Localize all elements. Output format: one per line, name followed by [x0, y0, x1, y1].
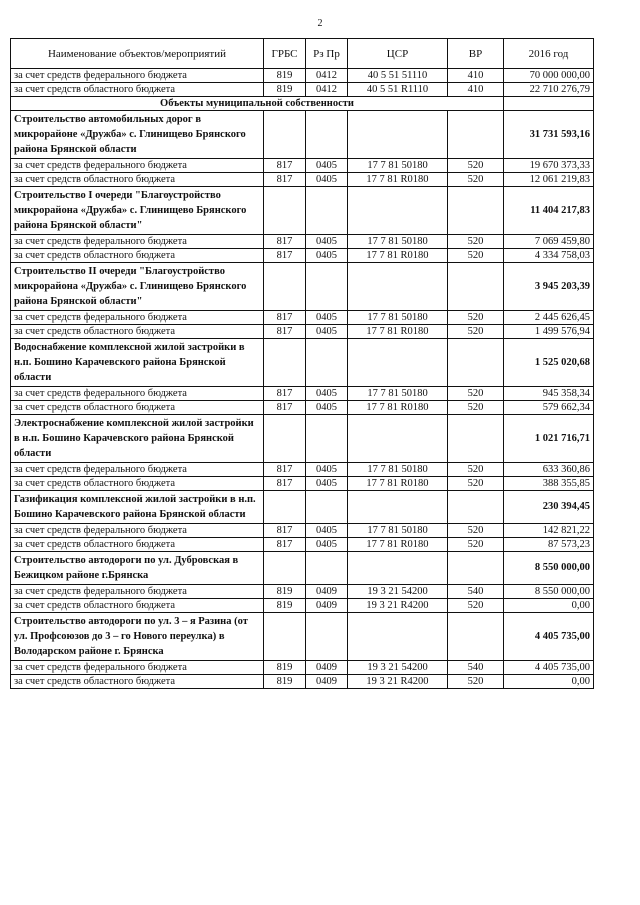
- grbs-code: 817: [264, 477, 306, 491]
- object-row: [11, 111, 594, 159]
- empty-cell: [348, 263, 448, 311]
- empty-cell: [348, 111, 448, 159]
- amount-2016: 7 069 459,80: [504, 235, 594, 249]
- section-title: Объекты муниципальной собственности: [11, 97, 504, 111]
- vr-code: 540: [448, 661, 504, 675]
- object-total: 4 405 735,00: [504, 613, 594, 661]
- funding-source: за счет средств федерального бюджета: [11, 311, 264, 325]
- empty-cell: [306, 263, 348, 311]
- empty-cell: [348, 415, 448, 463]
- page-number: 2: [317, 18, 323, 29]
- vr-code: 520: [448, 675, 504, 689]
- csr-code: 19 3 21 54200: [348, 661, 448, 675]
- grbs-code: 819: [264, 69, 306, 83]
- table-row: [11, 585, 594, 599]
- amount-2016: 2 445 626,45: [504, 311, 594, 325]
- object-title: Строительство II очереди "Благоустройство микрорайона «Дружба» с. Глинищево Брянского района Брянской области": [11, 263, 264, 311]
- amount-2016: 4 334 758,03: [504, 249, 594, 263]
- vr-code: 540: [448, 585, 504, 599]
- grbs-code: 819: [264, 83, 306, 97]
- amount-2016: 579 662,34: [504, 401, 594, 415]
- table-row: [11, 463, 594, 477]
- funding-source: за счет средств областного бюджета: [11, 599, 264, 613]
- vr-code: 520: [448, 387, 504, 401]
- grbs-code: 819: [264, 585, 306, 599]
- empty-cell: [264, 552, 306, 585]
- amount-2016: 142 821,22: [504, 524, 594, 538]
- table-row: [11, 661, 594, 675]
- empty-cell: [306, 552, 348, 585]
- budget-table: [10, 38, 594, 689]
- header-row: [11, 39, 594, 69]
- empty-cell: [306, 415, 348, 463]
- grbs-code: 817: [264, 538, 306, 552]
- grbs-code: 817: [264, 387, 306, 401]
- rz-pr-code: 0412: [306, 69, 348, 83]
- rz-pr-code: 0409: [306, 599, 348, 613]
- amount-2016: 70 000 000,00: [504, 69, 594, 83]
- csr-code: 40 5 51 R1110: [348, 83, 448, 97]
- object-title: Строительство I очереди "Благоустройство микрорайона «Дружба» с. Глинищево Брянского района Брянской области": [11, 187, 264, 235]
- vr-code: 520: [448, 159, 504, 173]
- csr-code: 19 3 21 54200: [348, 585, 448, 599]
- header-csr: ЦСР: [348, 39, 448, 69]
- table-row: [11, 235, 594, 249]
- empty-cell: [448, 111, 504, 159]
- csr-code: 19 3 21 R4200: [348, 599, 448, 613]
- object-total: 31 731 593,16: [504, 111, 594, 159]
- grbs-code: 817: [264, 463, 306, 477]
- funding-source: за счет средств областного бюджета: [11, 401, 264, 415]
- amount-2016: 0,00: [504, 599, 594, 613]
- empty-cell: [264, 263, 306, 311]
- empty-cell: [448, 339, 504, 387]
- amount-2016: 633 360,86: [504, 463, 594, 477]
- empty-cell: [264, 491, 306, 524]
- amount-2016: 19 670 373,33: [504, 159, 594, 173]
- object-row: [11, 491, 594, 524]
- grbs-code: 819: [264, 599, 306, 613]
- section-empty-cell: [504, 97, 594, 111]
- rz-pr-code: 0405: [306, 477, 348, 491]
- empty-cell: [348, 552, 448, 585]
- section-row: [11, 97, 594, 111]
- funding-source: за счет средств областного бюджета: [11, 538, 264, 552]
- empty-cell: [448, 415, 504, 463]
- object-title: Строительство автодороги по ул. Дубровская в Бежицком районе г.Брянска: [11, 552, 264, 585]
- amount-2016: 8 550 000,00: [504, 585, 594, 599]
- table-row: [11, 249, 594, 263]
- csr-code: 17 7 81 50180: [348, 524, 448, 538]
- funding-source: за счет средств федерального бюджета: [11, 69, 264, 83]
- funding-source: за счет средств областного бюджета: [11, 675, 264, 689]
- amount-2016: 87 573,23: [504, 538, 594, 552]
- csr-code: 40 5 51 51110: [348, 69, 448, 83]
- table-row: [11, 538, 594, 552]
- object-title: Газификация комплексной жилой застройки в н.п. Бошино Карачевского района Брянской области: [11, 491, 264, 524]
- grbs-code: 819: [264, 661, 306, 675]
- object-row: [11, 339, 594, 387]
- grbs-code: 817: [264, 235, 306, 249]
- rz-pr-code: 0405: [306, 387, 348, 401]
- amount-2016: 22 710 276,79: [504, 83, 594, 97]
- object-title: Водоснабжение комплексной жилой застройки в н.п. Бошино Карачевского района Брянской области: [11, 339, 264, 387]
- object-total: 1 021 716,71: [504, 415, 594, 463]
- funding-source: за счет средств областного бюджета: [11, 477, 264, 491]
- grbs-code: 817: [264, 401, 306, 415]
- table-row: [11, 477, 594, 491]
- table-row: [11, 325, 594, 339]
- empty-cell: [348, 339, 448, 387]
- csr-code: 17 7 81 50180: [348, 235, 448, 249]
- object-title: Электроснабжение комплексной жилой застройки в н.п. Бошино Карачевского района Брянской области: [11, 415, 264, 463]
- vr-code: 520: [448, 599, 504, 613]
- rz-pr-code: 0409: [306, 675, 348, 689]
- rz-pr-code: 0405: [306, 173, 348, 187]
- object-row: [11, 552, 594, 585]
- funding-source: за счет средств областного бюджета: [11, 325, 264, 339]
- table-row: [11, 599, 594, 613]
- rz-pr-code: 0405: [306, 311, 348, 325]
- empty-cell: [264, 339, 306, 387]
- object-title: Строительство автомобильных дорог в микрорайоне «Дружба» с. Глинищево Брянского района Брянской области: [11, 111, 264, 159]
- rz-pr-code: 0405: [306, 538, 348, 552]
- funding-source: за счет средств федерального бюджета: [11, 235, 264, 249]
- vr-code: 520: [448, 325, 504, 339]
- header-vr: ВР: [448, 39, 504, 69]
- table-row: [11, 311, 594, 325]
- empty-cell: [348, 491, 448, 524]
- table-body: [11, 69, 594, 689]
- csr-code: 17 7 81 R0180: [348, 538, 448, 552]
- object-total: 3 945 203,39: [504, 263, 594, 311]
- table-row: [11, 69, 594, 83]
- funding-source: за счет средств федерального бюджета: [11, 463, 264, 477]
- amount-2016: 1 499 576,94: [504, 325, 594, 339]
- vr-code: 520: [448, 249, 504, 263]
- table-row: [11, 524, 594, 538]
- funding-source: за счет средств федерального бюджета: [11, 387, 264, 401]
- funding-source: за счет средств федерального бюджета: [11, 661, 264, 675]
- grbs-code: 817: [264, 249, 306, 263]
- csr-code: 17 7 81 50180: [348, 311, 448, 325]
- rz-pr-code: 0405: [306, 159, 348, 173]
- grbs-code: 817: [264, 159, 306, 173]
- header-year: 2016 год: [504, 39, 594, 69]
- table-row: [11, 401, 594, 415]
- csr-code: 17 7 81 R0180: [348, 173, 448, 187]
- empty-cell: [306, 339, 348, 387]
- csr-code: 17 7 81 50180: [348, 387, 448, 401]
- amount-2016: 12 061 219,83: [504, 173, 594, 187]
- funding-source: за счет средств областного бюджета: [11, 249, 264, 263]
- table-row: [11, 675, 594, 689]
- empty-cell: [306, 187, 348, 235]
- amount-2016: 388 355,85: [504, 477, 594, 491]
- object-total: 11 404 217,83: [504, 187, 594, 235]
- vr-code: 520: [448, 401, 504, 415]
- vr-code: 520: [448, 235, 504, 249]
- vr-code: 520: [448, 477, 504, 491]
- rz-pr-code: 0405: [306, 325, 348, 339]
- csr-code: 17 7 81 R0180: [348, 249, 448, 263]
- rz-pr-code: 0405: [306, 401, 348, 415]
- object-row: [11, 263, 594, 311]
- vr-code: 520: [448, 311, 504, 325]
- amount-2016: 4 405 735,00: [504, 661, 594, 675]
- table-row: [11, 159, 594, 173]
- csr-code: 17 7 81 50180: [348, 159, 448, 173]
- empty-cell: [306, 111, 348, 159]
- grbs-code: 817: [264, 311, 306, 325]
- rz-pr-code: 0405: [306, 463, 348, 477]
- object-row: [11, 613, 594, 661]
- header-rz-pr: Рз Пр: [306, 39, 348, 69]
- rz-pr-code: 0405: [306, 249, 348, 263]
- csr-code: 17 7 81 50180: [348, 463, 448, 477]
- table-row: [11, 173, 594, 187]
- empty-cell: [306, 491, 348, 524]
- rz-pr-code: 0409: [306, 661, 348, 675]
- header-grbs: ГРБС: [264, 39, 306, 69]
- empty-cell: [348, 613, 448, 661]
- funding-source: за счет средств федерального бюджета: [11, 524, 264, 538]
- rz-pr-code: 0405: [306, 524, 348, 538]
- csr-code: 17 7 81 R0180: [348, 325, 448, 339]
- vr-code: 520: [448, 173, 504, 187]
- object-total: 1 525 020,68: [504, 339, 594, 387]
- object-row: [11, 187, 594, 235]
- grbs-code: 819: [264, 675, 306, 689]
- empty-cell: [264, 415, 306, 463]
- empty-cell: [306, 613, 348, 661]
- empty-cell: [448, 613, 504, 661]
- vr-code: 410: [448, 69, 504, 83]
- table-row: [11, 387, 594, 401]
- amount-2016: 945 358,34: [504, 387, 594, 401]
- table-row: [11, 83, 594, 97]
- empty-cell: [348, 187, 448, 235]
- funding-source: за счет средств областного бюджета: [11, 173, 264, 187]
- vr-code: 520: [448, 463, 504, 477]
- empty-cell: [264, 111, 306, 159]
- header-name: Наименование объектов/мероприятий: [11, 39, 264, 69]
- rz-pr-code: 0412: [306, 83, 348, 97]
- funding-source: за счет средств федерального бюджета: [11, 159, 264, 173]
- vr-code: 520: [448, 524, 504, 538]
- grbs-code: 817: [264, 173, 306, 187]
- funding-source: за счет средств областного бюджета: [11, 83, 264, 97]
- object-total: 8 550 000,00: [504, 552, 594, 585]
- grbs-code: 817: [264, 325, 306, 339]
- rz-pr-code: 0409: [306, 585, 348, 599]
- empty-cell: [264, 613, 306, 661]
- object-total: 230 394,45: [504, 491, 594, 524]
- grbs-code: 817: [264, 524, 306, 538]
- funding-source: за счет средств федерального бюджета: [11, 585, 264, 599]
- empty-cell: [264, 187, 306, 235]
- object-title: Строительство автодороги по ул. 3 – я Разина (от ул. Профсоюзов до 3 – го Нового переулка) в Володарском районе г. Брянска: [11, 613, 264, 661]
- csr-code: 19 3 21 R4200: [348, 675, 448, 689]
- empty-cell: [448, 491, 504, 524]
- empty-cell: [448, 187, 504, 235]
- vr-code: 520: [448, 538, 504, 552]
- empty-cell: [448, 552, 504, 585]
- empty-cell: [448, 263, 504, 311]
- vr-code: 410: [448, 83, 504, 97]
- amount-2016: 0,00: [504, 675, 594, 689]
- csr-code: 17 7 81 R0180: [348, 477, 448, 491]
- rz-pr-code: 0405: [306, 235, 348, 249]
- csr-code: 17 7 81 R0180: [348, 401, 448, 415]
- object-row: [11, 415, 594, 463]
